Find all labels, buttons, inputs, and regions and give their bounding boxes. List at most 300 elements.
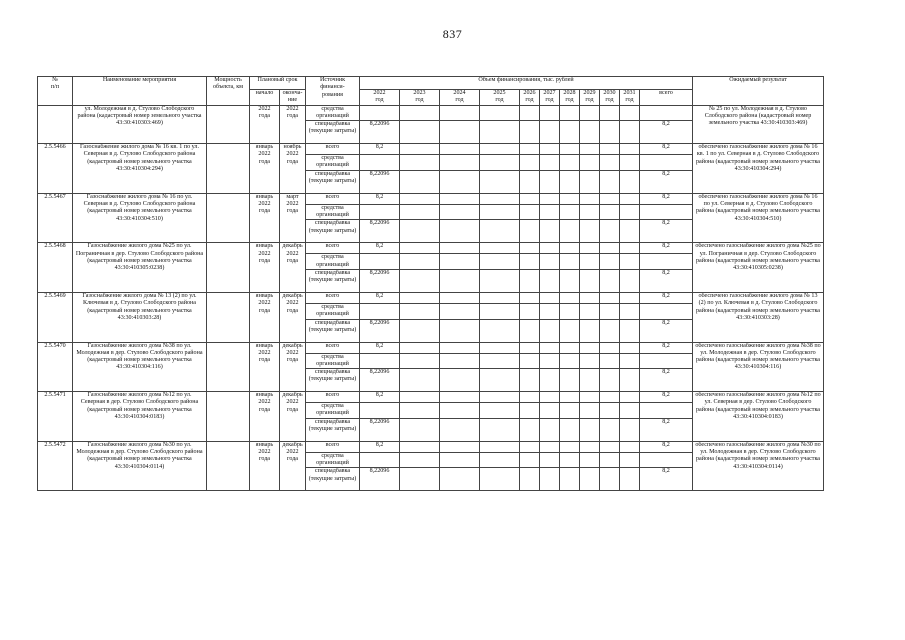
- table-cell-empty: [560, 269, 580, 292]
- table-cell-empty: [600, 353, 620, 369]
- cell-value-2022: 8,22096: [360, 418, 400, 441]
- cell-total: 8,2: [640, 319, 693, 342]
- cell-total: 8,2: [640, 392, 693, 403]
- table-cell-empty: [400, 319, 440, 342]
- cell-name: Газоснабжение жилого дома № 16 кв. 1 по ул. Северная в д. Стулово Слободского района (кадастровый номер земельного участка 43:30:410304:294): [73, 144, 207, 194]
- cell-source-total: всего: [306, 441, 360, 452]
- cell-start: январь 2022 года: [250, 243, 280, 293]
- cell-end: декабрь 2022 года: [280, 441, 306, 491]
- table-cell-empty: [560, 403, 580, 419]
- table-cell-empty: [600, 303, 620, 319]
- table-cell-empty: [560, 303, 580, 319]
- cell-code: 2.5.5466: [38, 144, 73, 194]
- cell-result: обеспечено газоснабжение жилого дома №30 по ул. Молодежная в дер. Стулово Слободского района (кадастровый номер земельного участка 43:30:410304:0114): [693, 441, 824, 491]
- table-cell-empty: [520, 403, 540, 419]
- table-cell-empty: [400, 144, 440, 155]
- table-cell-empty: [620, 220, 640, 243]
- table-cell-empty: [580, 144, 600, 155]
- table-cell-empty: [620, 319, 640, 342]
- table-cell-empty: [600, 269, 620, 292]
- table-cell-empty: [540, 452, 560, 468]
- table-cell-empty: [600, 468, 620, 491]
- table-cell-empty: [440, 204, 480, 220]
- table-cell-empty: [400, 254, 440, 270]
- table-cell-empty: [560, 468, 580, 491]
- header-year: 2022 год: [360, 90, 400, 106]
- header-funding: Объем финансирования, тыс. рублей: [360, 77, 693, 90]
- table-cell-empty: [360, 452, 400, 468]
- header-end: оконча- ние: [280, 90, 306, 106]
- table-cell-empty: [540, 418, 560, 441]
- cell-source-total: всего: [306, 342, 360, 353]
- continuation-row: [38, 105, 824, 121]
- header-year: 2029 год: [580, 90, 600, 106]
- table-cell-empty: [520, 144, 540, 155]
- table-cell-empty: [540, 193, 560, 204]
- cell-end: декабрь 2022 года: [280, 292, 306, 342]
- table-cell-empty: [580, 292, 600, 303]
- header-num: № п/п: [38, 77, 73, 106]
- table-cell-empty: [620, 342, 640, 353]
- table-cell-empty: [520, 369, 540, 392]
- cell-source-total: всего: [306, 292, 360, 303]
- table-cell-empty: [400, 392, 440, 403]
- cell-code: 2.5.5467: [38, 193, 73, 243]
- table-cell-empty: [560, 292, 580, 303]
- cell-name: ул. Молодежная в д. Стулово Слободского района (кадастровый номер земельного участка 43:30:410303:469): [73, 105, 207, 144]
- header-name: Наименование мероприятия: [73, 77, 207, 106]
- table-cell-empty: [560, 204, 580, 220]
- table-cell-empty: [640, 403, 693, 419]
- table-cell-empty: [520, 319, 540, 342]
- table-cell-empty: [480, 155, 520, 171]
- table-cell-empty: [580, 441, 600, 452]
- table-cell-empty: [480, 193, 520, 204]
- table-cell-empty: [480, 319, 520, 342]
- table-cell-empty: [400, 468, 440, 491]
- table-cell-empty: [580, 468, 600, 491]
- table-cell-empty: [620, 369, 640, 392]
- table-cell-empty: [620, 193, 640, 204]
- cell-value-2022: 8,22096: [360, 220, 400, 243]
- table-cell-empty: [400, 269, 440, 292]
- table-cell-empty: [440, 441, 480, 452]
- header-year: 2031 год: [620, 90, 640, 106]
- cell-source-total: всего: [306, 392, 360, 403]
- table-cell-empty: [360, 155, 400, 171]
- cell-code: 2.5.5468: [38, 243, 73, 293]
- table-cell-empty: [440, 144, 480, 155]
- table-cell-empty: [580, 269, 600, 292]
- table-cell-empty: [600, 319, 620, 342]
- table-cell-empty: [540, 204, 560, 220]
- cell-source-org: средства организаций: [306, 353, 360, 369]
- table-cell-empty: [580, 418, 600, 441]
- cell-source-org: средства организаций: [306, 204, 360, 220]
- table-cell-empty: [620, 155, 640, 171]
- cell-value-2022: 8,2: [360, 243, 400, 254]
- header-year: 2023 год: [400, 90, 440, 106]
- cell-name: Газоснабжение жилого дома №30 по ул. Молодежная в дер. Стулово Слободского района (кадастровый номер земельного участка 43:30:410304:0114): [73, 441, 207, 491]
- cell-source-special: спецнадбавка (текущие затраты): [306, 418, 360, 441]
- table-cell-empty: [640, 303, 693, 319]
- cell-result: обеспечено газоснабжение жилого дома № 16 по ул. Северная в д. Стулово Слободского района (кадастровый номер земельного участка 43:30:410304:510): [693, 193, 824, 243]
- table-cell-empty: [580, 342, 600, 353]
- cell-source-special: спецнадбавка (текущие затраты): [306, 121, 360, 144]
- table-cell-empty: [540, 170, 560, 193]
- table-cell-empty: [480, 452, 520, 468]
- cell-total: 8,2: [640, 418, 693, 441]
- table-cell-empty: [480, 353, 520, 369]
- table-cell-empty: [360, 353, 400, 369]
- header-row-1: [38, 77, 824, 90]
- table-cell-empty: [560, 342, 580, 353]
- cell-capacity: [207, 342, 250, 392]
- cell-source-special: спецнадбавка (текущие затраты): [306, 220, 360, 243]
- table-row: [38, 342, 824, 353]
- cell-name: Газоснабжение жилого дома №38 по ул. Молодежная в дер. Стулово Слободского района (кадастровый номер земельного участка 43:30:410304:116): [73, 342, 207, 392]
- cell-capacity: [207, 193, 250, 243]
- table-cell-empty: [620, 204, 640, 220]
- table-cell-empty: [560, 353, 580, 369]
- cell-capacity: [207, 441, 250, 491]
- cell-value-2022: 8,22096: [360, 170, 400, 193]
- cell-value-2022: 8,22096: [360, 369, 400, 392]
- table-cell-empty: [580, 220, 600, 243]
- table-cell-empty: [600, 193, 620, 204]
- table-cell-empty: [440, 155, 480, 171]
- table-cell-empty: [580, 369, 600, 392]
- table-cell-empty: [480, 292, 520, 303]
- table-cell-empty: [620, 269, 640, 292]
- cell-end: 2022 года: [280, 105, 306, 144]
- table-cell-empty: [360, 403, 400, 419]
- table-cell-empty: [640, 204, 693, 220]
- table-cell-empty: [580, 303, 600, 319]
- cell-name: Газоснабжение жилого дома № 16 по ул. Северная в д. Стулово Слободского района (кадастровый номер земельного участка 43:30:410304:510): [73, 193, 207, 243]
- cell-source-org: средства организаций: [306, 254, 360, 270]
- table-cell-empty: [580, 319, 600, 342]
- cell-source-special: спецнадбавка (текущие затраты): [306, 269, 360, 292]
- table-cell-empty: [480, 170, 520, 193]
- table-cell-empty: [620, 392, 640, 403]
- cell-end: март 2022 года: [280, 193, 306, 243]
- cell-total: 8,2: [640, 243, 693, 254]
- table-cell-empty: [620, 254, 640, 270]
- table-cell-empty: [520, 353, 540, 369]
- table-cell-empty: [520, 170, 540, 193]
- table-cell-empty: [440, 243, 480, 254]
- cell-value-2022: 8,2: [360, 342, 400, 353]
- table-cell-empty: [620, 144, 640, 155]
- cell-code: [38, 105, 73, 144]
- table-cell-empty: [440, 392, 480, 403]
- table-cell-empty: [480, 269, 520, 292]
- table-cell-empty: [600, 144, 620, 155]
- table-cell-empty: [560, 170, 580, 193]
- cell-value-2022: 8,22096: [360, 121, 400, 144]
- cell-start: 2022 года: [250, 105, 280, 144]
- table-cell-empty: [440, 292, 480, 303]
- table-cell-empty: [480, 144, 520, 155]
- cell-capacity: [207, 144, 250, 194]
- table-cell-empty: [620, 468, 640, 491]
- table-cell-empty: [580, 204, 600, 220]
- page-number: 837: [442, 27, 463, 41]
- table-cell-empty: [520, 292, 540, 303]
- table-cell-empty: [440, 170, 480, 193]
- table-cell-empty: [580, 403, 600, 419]
- table-cell-empty: [580, 353, 600, 369]
- cell-value-2022: 8,2: [360, 392, 400, 403]
- cell-capacity: [207, 105, 250, 144]
- cell-source-total: всего: [306, 193, 360, 204]
- cell-source-org: средства организаций: [306, 155, 360, 171]
- table-cell-empty: [440, 220, 480, 243]
- cell-value-2022: 8,22096: [360, 468, 400, 491]
- table-cell-empty: [440, 269, 480, 292]
- cell-source-total: всего: [306, 144, 360, 155]
- table-cell-empty: [440, 303, 480, 319]
- table-cell-empty: [540, 144, 560, 155]
- table-row: [38, 193, 824, 204]
- table-cell-empty: [520, 342, 540, 353]
- table-cell-empty: [440, 254, 480, 270]
- table-cell-empty: [520, 269, 540, 292]
- table-cell-empty: [540, 269, 560, 292]
- cell-total: 8,2: [640, 269, 693, 292]
- table-cell-empty: [440, 319, 480, 342]
- table-cell-empty: [560, 144, 580, 155]
- cell-end: декабрь 2022 года: [280, 392, 306, 442]
- table-cell-empty: [540, 441, 560, 452]
- funding-table: [37, 76, 824, 491]
- table-cell-empty: [400, 418, 440, 441]
- table-cell-empty: [620, 418, 640, 441]
- cell-name: Газоснабжение жилого дома № 13 (2) по ул. Ключевая в д. Стулово Слободского района (кадастровый номер земельного участка 43:30:410303:28): [73, 292, 207, 342]
- cell-source-special: спецнадбавка (текущие затраты): [306, 170, 360, 193]
- table-cell-empty: [600, 204, 620, 220]
- table-row: [38, 441, 824, 452]
- table-cell-empty: [400, 204, 440, 220]
- cell-total: 8,2: [640, 220, 693, 243]
- cell-start: январь 2022 года: [250, 292, 280, 342]
- table-cell-empty: [360, 303, 400, 319]
- cell-start: январь 2022 года: [250, 441, 280, 491]
- table-cell-empty: [520, 392, 540, 403]
- table-cell-empty: [360, 204, 400, 220]
- cell-total: 8,2: [640, 468, 693, 491]
- header-source: Источник финанси- рования: [306, 77, 360, 106]
- cell-source-total: всего: [306, 243, 360, 254]
- cell-source-special: спецнадбавка (текущие затраты): [306, 369, 360, 392]
- header-year: 2028 год: [560, 90, 580, 106]
- cell-result: обеспечено газоснабжение жилого дома №12 по ул. Северная в дер. Стулово Слободского района (кадастровый номер земельного участка 43:30:410304:0183): [693, 392, 824, 442]
- cell-result: обеспечено газоснабжение жилого дома №25 по ул. Пограничная в дер. Стулово Слободского района (кадастровый номер земельного участка 43:30:410305:0238): [693, 243, 824, 293]
- table-cell-empty: [600, 243, 620, 254]
- table-cell-empty: [600, 452, 620, 468]
- table-cell-empty: [520, 193, 540, 204]
- table-cell-empty: [520, 243, 540, 254]
- table-cell-empty: [600, 418, 620, 441]
- table-cell-empty: [640, 452, 693, 468]
- table-cell-empty: [540, 353, 560, 369]
- cell-end: ноябрь 2022 года: [280, 144, 306, 194]
- table-cell-empty: [560, 418, 580, 441]
- table-cell-empty: [400, 193, 440, 204]
- table-cell-empty: [620, 170, 640, 193]
- table-cell-empty: [540, 254, 560, 270]
- table-cell-empty: [600, 441, 620, 452]
- cell-capacity: [207, 292, 250, 342]
- table-cell-empty: [580, 254, 600, 270]
- cell-total: 8,2: [640, 369, 693, 392]
- cell-end: декабрь 2022 года: [280, 243, 306, 293]
- table-cell-empty: [440, 418, 480, 441]
- cell-total: 8,2: [640, 121, 693, 144]
- cell-code: 2.5.5469: [38, 292, 73, 342]
- table-cell-empty: [580, 392, 600, 403]
- cell-value-2022: 8,2: [360, 292, 400, 303]
- header-result: Ожидаемый результат: [693, 77, 824, 106]
- table-cell-empty: [540, 319, 560, 342]
- table-row: [38, 292, 824, 303]
- header-start: начало: [250, 90, 280, 106]
- table-cell-empty: [400, 220, 440, 243]
- header-capacity: Мощность объекта, км: [207, 77, 250, 106]
- cell-start: январь 2022 года: [250, 392, 280, 442]
- table-cell-empty: [520, 418, 540, 441]
- table-cell-empty: [560, 193, 580, 204]
- table-cell-empty: [440, 193, 480, 204]
- table-cell-empty: [400, 353, 440, 369]
- cell-source-org: средства организаций: [306, 105, 360, 121]
- table-cell-empty: [560, 254, 580, 270]
- table-cell-empty: [400, 303, 440, 319]
- table-cell-empty: [480, 468, 520, 491]
- cell-start: январь 2022 года: [250, 144, 280, 194]
- table-cell-empty: [640, 155, 693, 171]
- table-cell-empty: [600, 292, 620, 303]
- table-cell-empty: [600, 155, 620, 171]
- table-cell-empty: [400, 403, 440, 419]
- table-cell-empty: [400, 342, 440, 353]
- table-cell-empty: [540, 342, 560, 353]
- header-year: 2030 год: [600, 90, 620, 106]
- table-cell-empty: [480, 254, 520, 270]
- cell-end: декабрь 2022 года: [280, 342, 306, 392]
- table-cell-empty: [560, 220, 580, 243]
- table-cell-empty: [600, 392, 620, 403]
- table-cell-empty: [400, 243, 440, 254]
- cell-source-special: спецнадбавка (текущие затраты): [306, 468, 360, 491]
- table-cell-empty: [400, 170, 440, 193]
- table-cell-empty: [580, 452, 600, 468]
- cell-start: январь 2022 года: [250, 193, 280, 243]
- cell-value-2022: 8,2: [360, 441, 400, 452]
- table-cell-empty: [600, 342, 620, 353]
- cell-total: 8,2: [640, 193, 693, 204]
- table-cell-empty: [480, 369, 520, 392]
- table-cell-empty: [520, 303, 540, 319]
- table-cell-empty: [620, 243, 640, 254]
- table-cell-empty: [480, 303, 520, 319]
- table-cell-empty: [560, 319, 580, 342]
- table-cell-empty: [440, 468, 480, 491]
- cell-source-org: средства организаций: [306, 303, 360, 319]
- table-cell-empty: [480, 342, 520, 353]
- table-cell-empty: [400, 369, 440, 392]
- table-cell-empty: [440, 342, 480, 353]
- table-cell-empty: [560, 155, 580, 171]
- table-cell-empty: [520, 441, 540, 452]
- table-cell-empty: [540, 403, 560, 419]
- table-cell-empty: [620, 441, 640, 452]
- table-cell-empty: [640, 254, 693, 270]
- table-cell-empty: [480, 441, 520, 452]
- table-cell-empty: [620, 303, 640, 319]
- table-cell-empty: [600, 369, 620, 392]
- cell-source-special: спецнадбавка (текущие затраты): [306, 319, 360, 342]
- cell-code: 2.5.5470: [38, 342, 73, 392]
- table-cell-empty: [580, 193, 600, 204]
- table-cell-empty: [400, 155, 440, 171]
- table-cell-empty: [480, 243, 520, 254]
- table-cell-empty: [540, 468, 560, 491]
- cell-total: 8,2: [640, 292, 693, 303]
- table-cell-empty: [480, 403, 520, 419]
- table-row: [38, 144, 824, 155]
- table-cell-empty: [540, 220, 560, 243]
- table-cell-empty: [480, 204, 520, 220]
- table-cell-empty: [600, 170, 620, 193]
- table-cell-empty: [520, 468, 540, 491]
- table-cell-empty: [540, 392, 560, 403]
- table-cell-empty: [580, 170, 600, 193]
- cell-value-2022: 8,2: [360, 193, 400, 204]
- cell-code: 2.5.5471: [38, 392, 73, 442]
- cell-total: 8,2: [640, 342, 693, 353]
- table-cell-empty: [580, 155, 600, 171]
- header-year: 2026 год: [520, 90, 540, 106]
- cell-total: 8,2: [640, 441, 693, 452]
- table-row: [38, 243, 824, 254]
- cell-total: 8,2: [640, 144, 693, 155]
- cell-value-2022: 8,22096: [360, 319, 400, 342]
- header-year: 2024 год: [440, 90, 480, 106]
- table-cell-empty: [540, 303, 560, 319]
- table-cell-empty: [520, 452, 540, 468]
- cell-capacity: [207, 243, 250, 293]
- table-cell-empty: [480, 392, 520, 403]
- table-cell-empty: [620, 353, 640, 369]
- table-cell-empty: [540, 292, 560, 303]
- cell-result: обеспечено газоснабжение жилого дома № 13 (2) по ул. Ключевая в д. Стулово Слободского района (кадастровый номер земельного участка 43:30:410303:28): [693, 292, 824, 342]
- table-row: [38, 392, 824, 403]
- table-cell-empty: [640, 353, 693, 369]
- table-cell-empty: [560, 369, 580, 392]
- table-cell-empty: [440, 353, 480, 369]
- cell-result: обеспечено газоснабжение жилого дома №38 по ул. Молодежная в дер. Стулово Слободского района (кадастровый номер земельного участка 43:30:410304:116): [693, 342, 824, 392]
- table-cell-empty: [600, 403, 620, 419]
- table-cell-empty: [400, 452, 440, 468]
- header-total: всего: [640, 90, 693, 106]
- table-cell-empty: [440, 369, 480, 392]
- table-cell-empty: [520, 155, 540, 171]
- table-cell-empty: [620, 292, 640, 303]
- table-cell-empty: [480, 220, 520, 243]
- table-cell-empty: [400, 292, 440, 303]
